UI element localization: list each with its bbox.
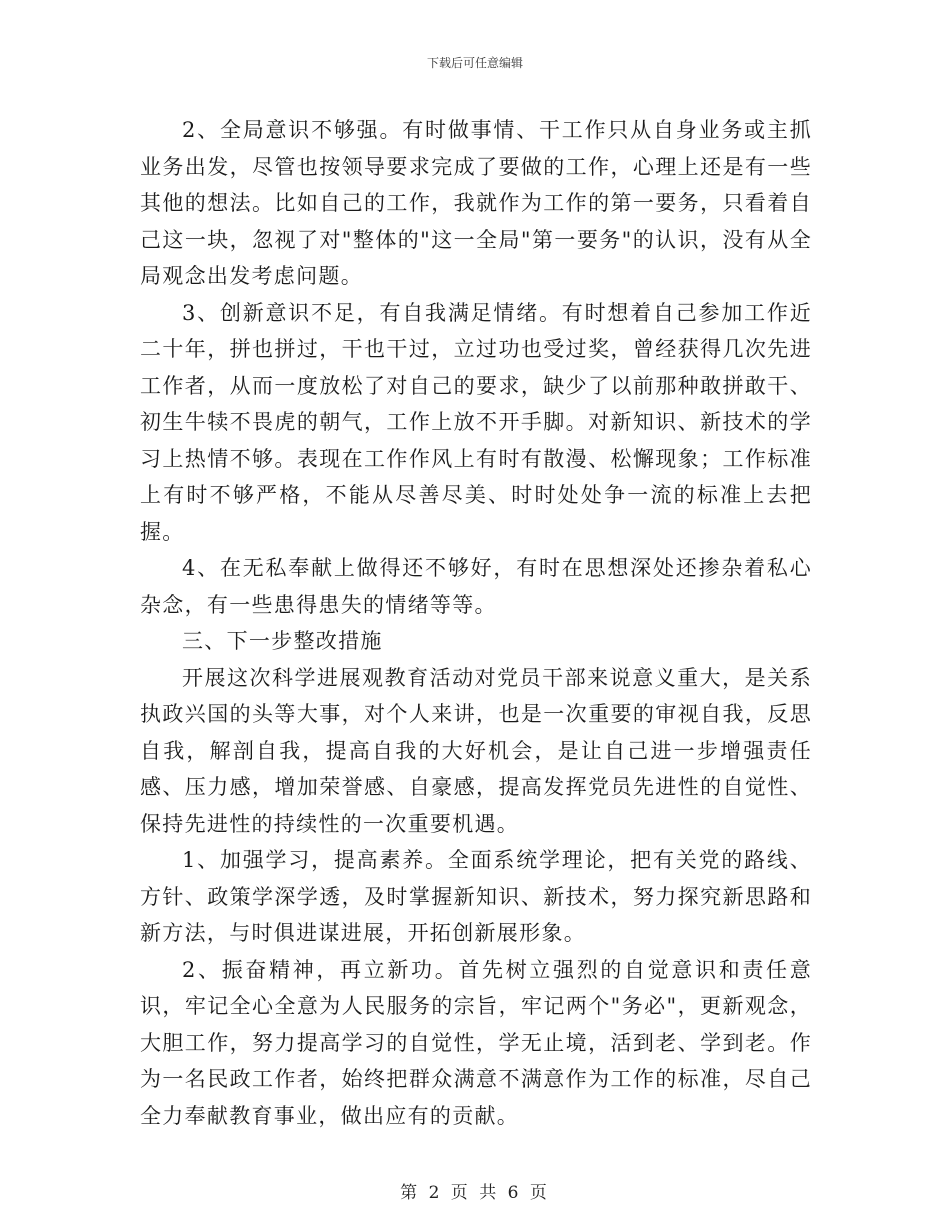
paragraph-selfless-dedication: 4、在无私奉献上做得还不够好，有时在思想深处还掺杂着私心杂念，有一些患得患失的情绪等等。 [140, 556, 812, 617]
paragraph-strengthen-study: 1、加强学习，提高素养。全面系统学理论，把有关党的路线、方针、政策学深学透，及时掌握新知识、新技术，努力探究新思路和新方法，与时俱进谋进展，开拓创新展形象。 [140, 848, 812, 945]
paragraph-boost-spirit: 2、振奋精神，再立新功。首先树立强烈的自觉意识和责任意识，牢记全心全意为人民服务的宗旨，牢记两个"务必"，更新观念，大胆工作，努力提高学习的自觉性，学无止境，活到老、学到老。作为一名民政工作者，始终把群众满意不满意作为工作的标准，尽自己全力奉献教育事业，做出应有的贡献。 [140, 957, 812, 1128]
paragraph-activity-significance: 开展这次科学进展观教育活动对党员干部来说意义重大，是关系执政兴国的头等大事，对个人来讲，也是一次重要的审视自我，反思自我，解剖自我，提高自我的大好机会，是让自己进一步增强责任感、压力感，增加荣誉感、自豪感，提高发挥党员先进性的自觉性、保持先进性的持续性的一次重要机遇。 [140, 665, 812, 836]
section-heading-next-steps: 三、下一步整改措施 [182, 629, 383, 653]
document-body [140, 112, 812, 1134]
paragraph-innovation-awareness: 3、创新意识不足，有自我满足情绪。有时想着自己参加工作近二十年，拼也拼过，干也干过，立过功也受过奖，曾经获得几次先进工作者，从而一度放松了对自己的要求，缺少了以前那种敢拼敢干、初生牛犊不畏虎的朝气，工作上放不开手脚。对新知识、新技术的学习上热情不够。表现在工作作风上有时有散漫、松懈现象；工作标准上有时不够严格，不能从尽善尽美、时时处处争一流的标准上去把握。 [140, 300, 812, 544]
page-footer-number: 第 2 页 共 6 页 [400, 1183, 550, 1203]
paragraph-global-awareness: 2、全局意识不够强。有时做事情、干工作只从自身业务或主抓业务出发，尽管也按领导要求完成了要做的工作，心理上还是有一些其他的想法。比如自己的工作，我就作为工作的第一要务，只看着自己这一块，忽视了对"整体的"这一全局"第一要务"的认识，没有从全局观念出发考虑问题。 [140, 118, 812, 288]
page-header-note: 下载后可任意编辑 [426, 56, 523, 70]
